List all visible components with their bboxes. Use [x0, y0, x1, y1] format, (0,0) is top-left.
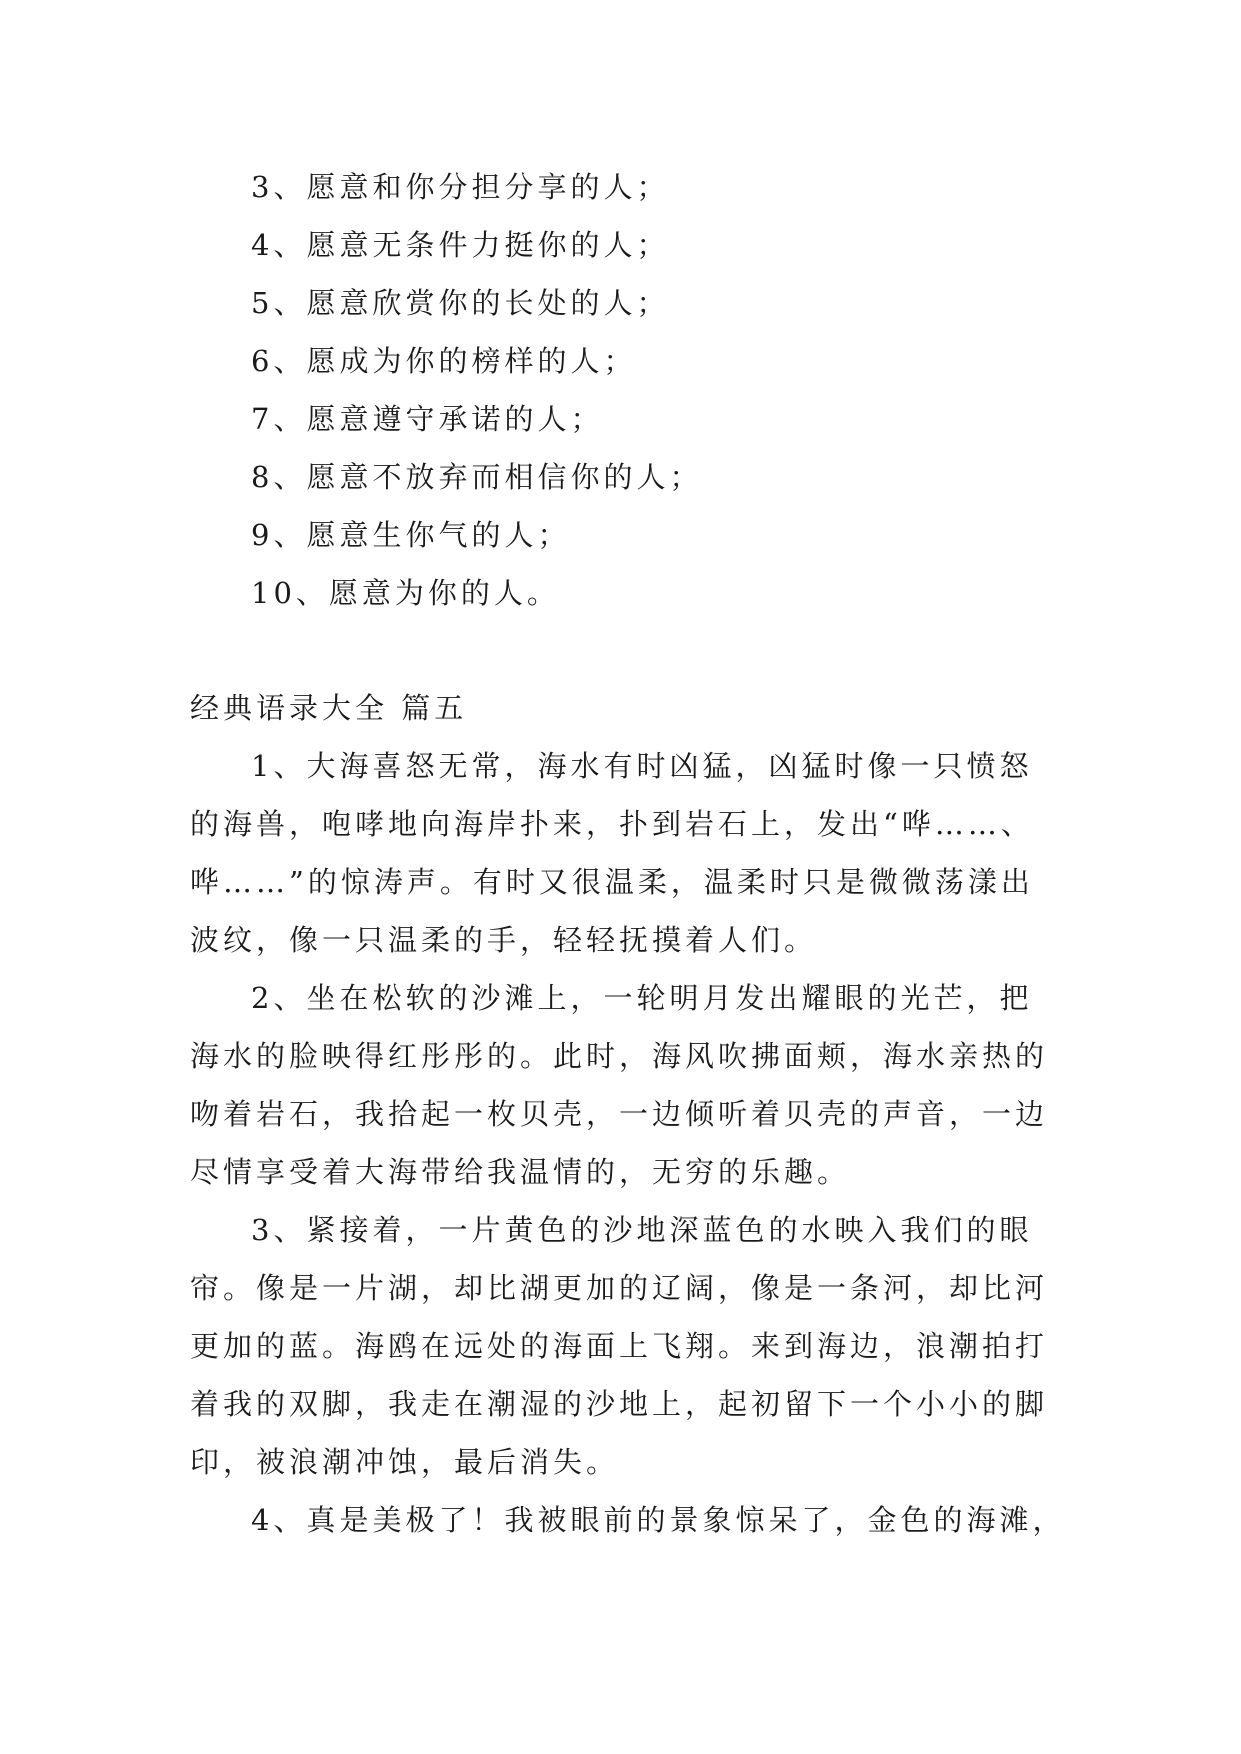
list-item: 10、愿意为你的人。: [251, 576, 560, 610]
paragraph-line: 波纹，像一只温柔的手，轻轻抚摸着人们。: [190, 923, 818, 957]
list-item: 4、愿意无条件力挺你的人；: [251, 228, 670, 262]
list-item: 7、愿意遵守承诺的人；: [251, 402, 604, 436]
paragraph-line: 3、紧接着，一片黄色的沙地深蓝色的水映入我们的眼: [251, 1213, 1033, 1247]
paragraph-line: 4、真是美极了！我被眼前的景象惊呆了，金色的海滩，: [251, 1503, 1066, 1537]
list-item: 5、愿意欣赏你的长处的人；: [251, 286, 670, 320]
paragraph-line: 帘。像是一片湖，却比湖更加的辽阔，像是一条河，却比河: [190, 1271, 1049, 1305]
paragraph-line: 印，被浪潮冲蚀，最后消失。: [190, 1445, 620, 1479]
list-item: 8、愿意不放弃而相信你的人；: [251, 460, 703, 494]
paragraph-line: 吻着岩石，我拾起一枚贝壳，一边倾听着贝壳的声音，一边: [190, 1097, 1049, 1131]
paragraph-line: 1、大海喜怒无常，海水有时凶猛，凶猛时像一只愤怒: [251, 749, 1033, 783]
paragraph-line: 的海兽，咆哮地向海岸扑来，扑到岩石上，发出“哗……、: [190, 807, 1034, 841]
list-item: 3、愿意和你分担分享的人；: [251, 170, 670, 204]
paragraph-line: 海水的脸映得红彤彤的。此时，海风吹拂面颊，海水亲热的: [190, 1039, 1049, 1073]
paragraph-line: 更加的蓝。海鸥在远处的海面上飞翔。来到海边，浪潮拍打: [190, 1329, 1049, 1363]
section-heading: 经典语录大全 篇五: [190, 691, 468, 725]
paragraph-line: 哗……”的惊涛声。有时又很温柔，温柔时只是微微荡漾出: [190, 865, 1034, 899]
paragraph-line: 2、坐在松软的沙滩上，一轮明月发出耀眼的光芒，把: [251, 981, 1033, 1015]
list-item: 9、愿意生你气的人；: [251, 518, 571, 552]
paragraph-line: 着我的双脚，我走在潮湿的沙地上，起初留下一个小小的脚: [190, 1387, 1049, 1421]
list-item: 6、愿成为你的榜样的人；: [251, 344, 637, 378]
paragraph-line: 尽情享受着大海带给我温情的，无穷的乐趣。: [190, 1155, 851, 1189]
